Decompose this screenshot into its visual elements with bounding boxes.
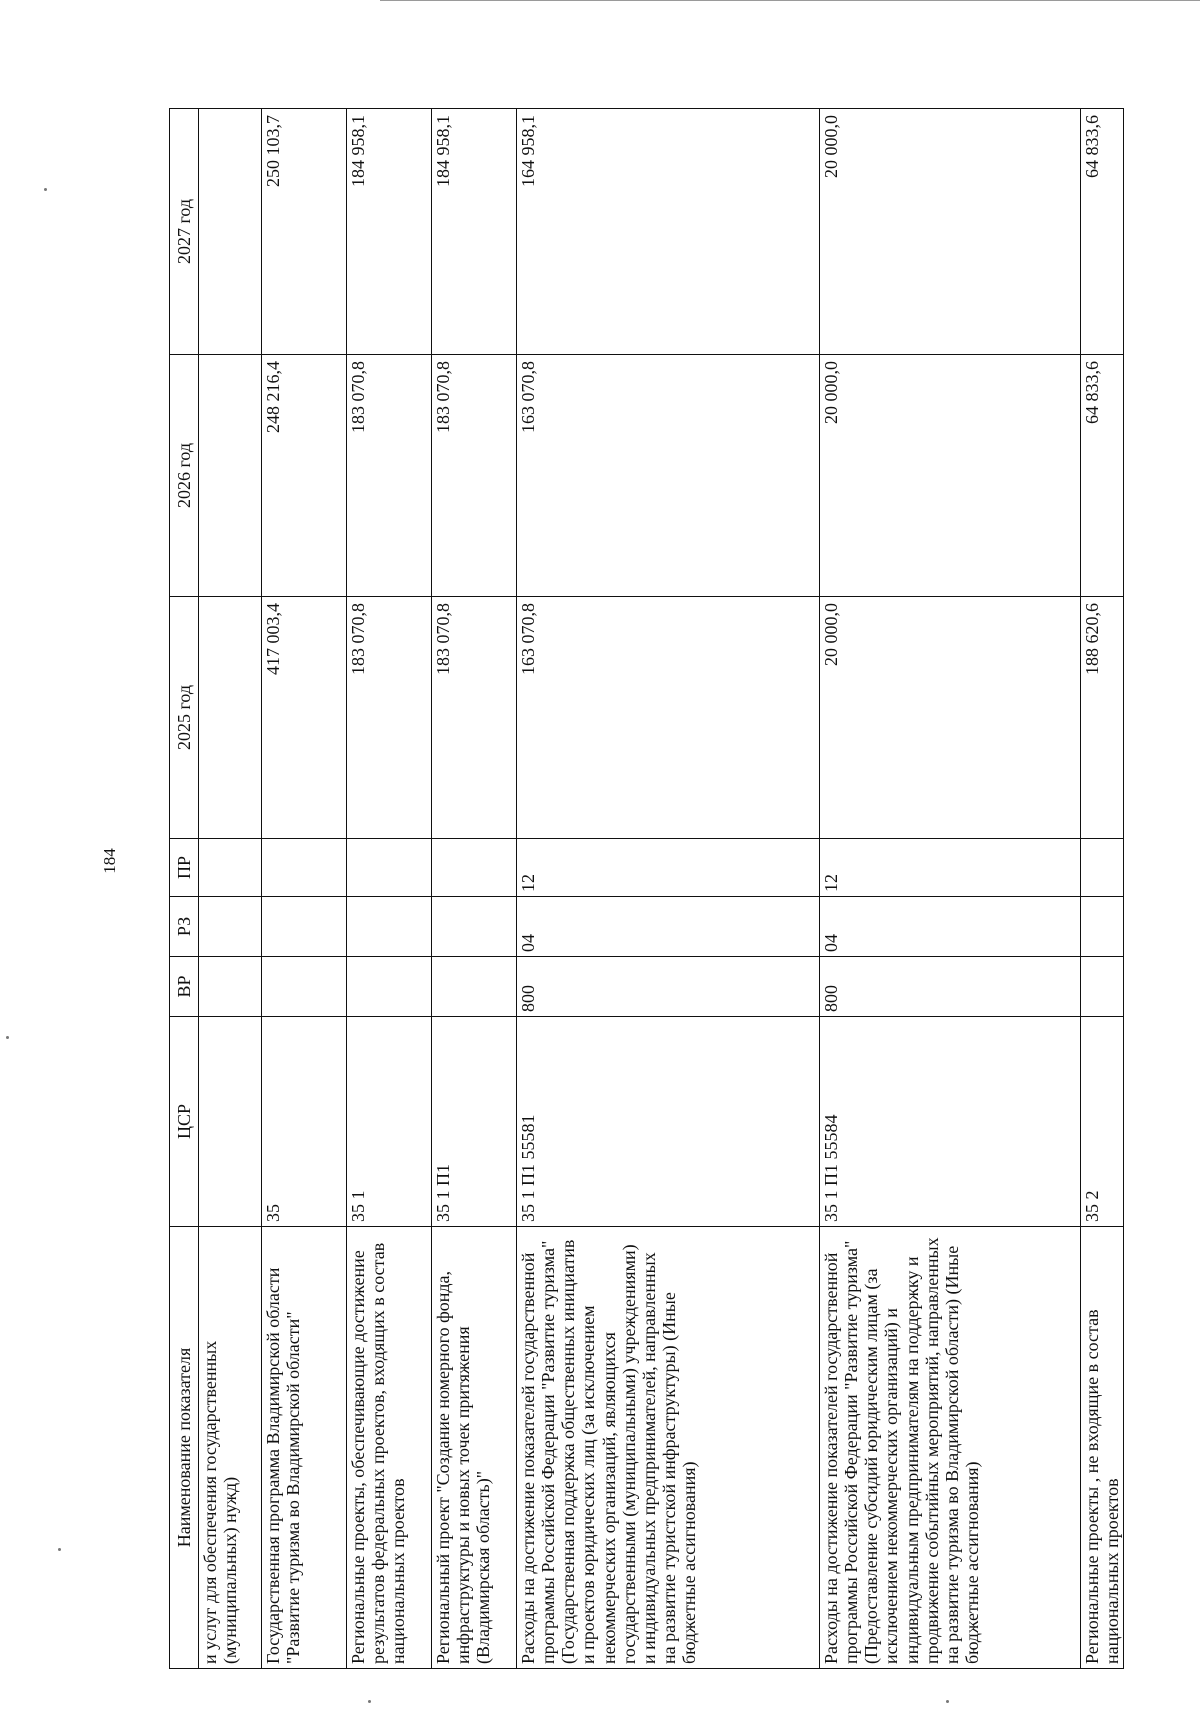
row-pr xyxy=(1081,839,1124,897)
header-rz: РЗ xyxy=(170,897,199,957)
budget-table-container xyxy=(169,109,1123,1669)
scan-speck xyxy=(58,1548,61,1551)
row-vr xyxy=(432,957,517,1017)
row-rz: 04 xyxy=(820,897,1081,957)
row-2026: 183 070,8 xyxy=(432,355,517,597)
row-2027: 184 958,1 xyxy=(432,109,517,355)
row-csr: 35 2 xyxy=(1081,1017,1124,1227)
table-row xyxy=(820,109,1081,1669)
row-rz xyxy=(262,897,347,957)
row-2025: 20 000,0 xyxy=(820,597,1081,839)
row-vr xyxy=(347,957,432,1017)
row-2025: 183 070,8 xyxy=(347,597,432,839)
row-2025: 417 003,4 xyxy=(262,597,347,839)
row-pr xyxy=(432,839,517,897)
row-2026: 248 216,4 xyxy=(262,355,347,597)
row-name: Региональные проекты , не входящие в состав национальных проектов xyxy=(1081,1227,1124,1669)
row-name: Региональный проект "Создание номерного фонда, инфраструктуры и новых точек притяжения (Владимирская область)" xyxy=(432,1227,517,1669)
row-csr: 35 1 П1 55581 xyxy=(517,1017,820,1227)
header-2025: 2025 год xyxy=(170,597,199,839)
row-rz xyxy=(199,897,262,957)
row-2027: 64 833,6 xyxy=(1081,109,1124,355)
header-name: Наименование показателя xyxy=(170,1227,199,1669)
row-name: и услуг для обеспечения государственных (муниципальных) нужд) xyxy=(199,1227,262,1669)
row-csr: 35 xyxy=(262,1017,347,1227)
scan-speck xyxy=(6,1036,9,1039)
budget-table-rotated xyxy=(169,109,1123,1669)
header-vr: ВР xyxy=(170,957,199,1017)
page-number: 184 xyxy=(100,848,119,874)
row-2026 xyxy=(199,355,262,597)
row-2026: 20 000,0 xyxy=(820,355,1081,597)
row-2026: 183 070,8 xyxy=(347,355,432,597)
row-rz xyxy=(1081,897,1124,957)
row-vr xyxy=(1081,957,1124,1017)
scan-edge-line xyxy=(380,0,1200,1)
table-row xyxy=(199,109,262,1669)
row-csr: 35 1 П1 xyxy=(432,1017,517,1227)
row-rz xyxy=(432,897,517,957)
row-vr xyxy=(199,957,262,1017)
row-pr: 12 xyxy=(820,839,1081,897)
scan-speck xyxy=(368,1700,371,1703)
table-header-row xyxy=(170,109,199,1669)
header-csr: ЦСР xyxy=(170,1017,199,1227)
row-2025: 183 070,8 xyxy=(432,597,517,839)
row-vr: 800 xyxy=(820,957,1081,1017)
row-2025 xyxy=(199,597,262,839)
row-2027 xyxy=(199,109,262,355)
row-name: Расходы на достижение показателей государственной программы Российской Федерации "Развитие туризма" (Государственная поддержка общественных инициатив и проектов юридических лиц (за исключением некоммерческих организаций, являющихся государственными (муниципальными) учреждениями) и индивидуальных предпринимателей, направленных на развитие туристской инфраструктуры) (Иные бюджетные ассигнования) xyxy=(517,1227,820,1669)
row-rz: 04 xyxy=(517,897,820,957)
scan-speck xyxy=(946,1700,949,1703)
row-2026: 64 833,6 xyxy=(1081,355,1124,597)
row-2025: 188 620,6 xyxy=(1081,597,1124,839)
table-row xyxy=(432,109,517,1669)
row-2027: 184 958,1 xyxy=(347,109,432,355)
header-2026: 2026 год xyxy=(170,355,199,597)
row-2027: 250 103,7 xyxy=(262,109,347,355)
row-name: Региональные проекты, обеспечивающие достижение результатов федеральных проектов, входящих в состав национальных проектов xyxy=(347,1227,432,1669)
row-pr: 12 xyxy=(517,839,820,897)
table-row xyxy=(262,109,347,1669)
header-2027: 2027 год xyxy=(170,109,199,355)
table-row xyxy=(517,109,820,1669)
row-pr xyxy=(347,839,432,897)
row-csr: 35 1 П1 55584 xyxy=(820,1017,1081,1227)
row-vr xyxy=(262,957,347,1017)
row-pr xyxy=(199,839,262,897)
table-row xyxy=(1081,109,1124,1669)
row-2027: 164 958,1 xyxy=(517,109,820,355)
header-pr: ПР xyxy=(170,839,199,897)
row-vr: 800 xyxy=(517,957,820,1017)
row-name: Расходы на достижение показателей государственной программы Российской Федерации "Развитие туризма" (Предоставление субсидий юридическим лицам (за исключением некоммерческих организаций) и индивидуальным предпринимателям на поддержку и продвижение событийных мероприятий, направленных на развитие туризма во Владимирской области) (Иные бюджетные ассигнования) xyxy=(820,1227,1081,1669)
row-2027: 20 000,0 xyxy=(820,109,1081,355)
scan-speck xyxy=(44,188,47,191)
row-rz xyxy=(347,897,432,957)
table-row xyxy=(347,109,432,1669)
row-name: Государственная программа Владимирской области "Развитие туризма во Владимирской области" xyxy=(262,1227,347,1669)
budget-table xyxy=(169,108,1124,1669)
row-csr xyxy=(199,1017,262,1227)
row-csr: 35 1 xyxy=(347,1017,432,1227)
row-2025: 163 070,8 xyxy=(517,597,820,839)
row-pr xyxy=(262,839,347,897)
row-2026: 163 070,8 xyxy=(517,355,820,597)
